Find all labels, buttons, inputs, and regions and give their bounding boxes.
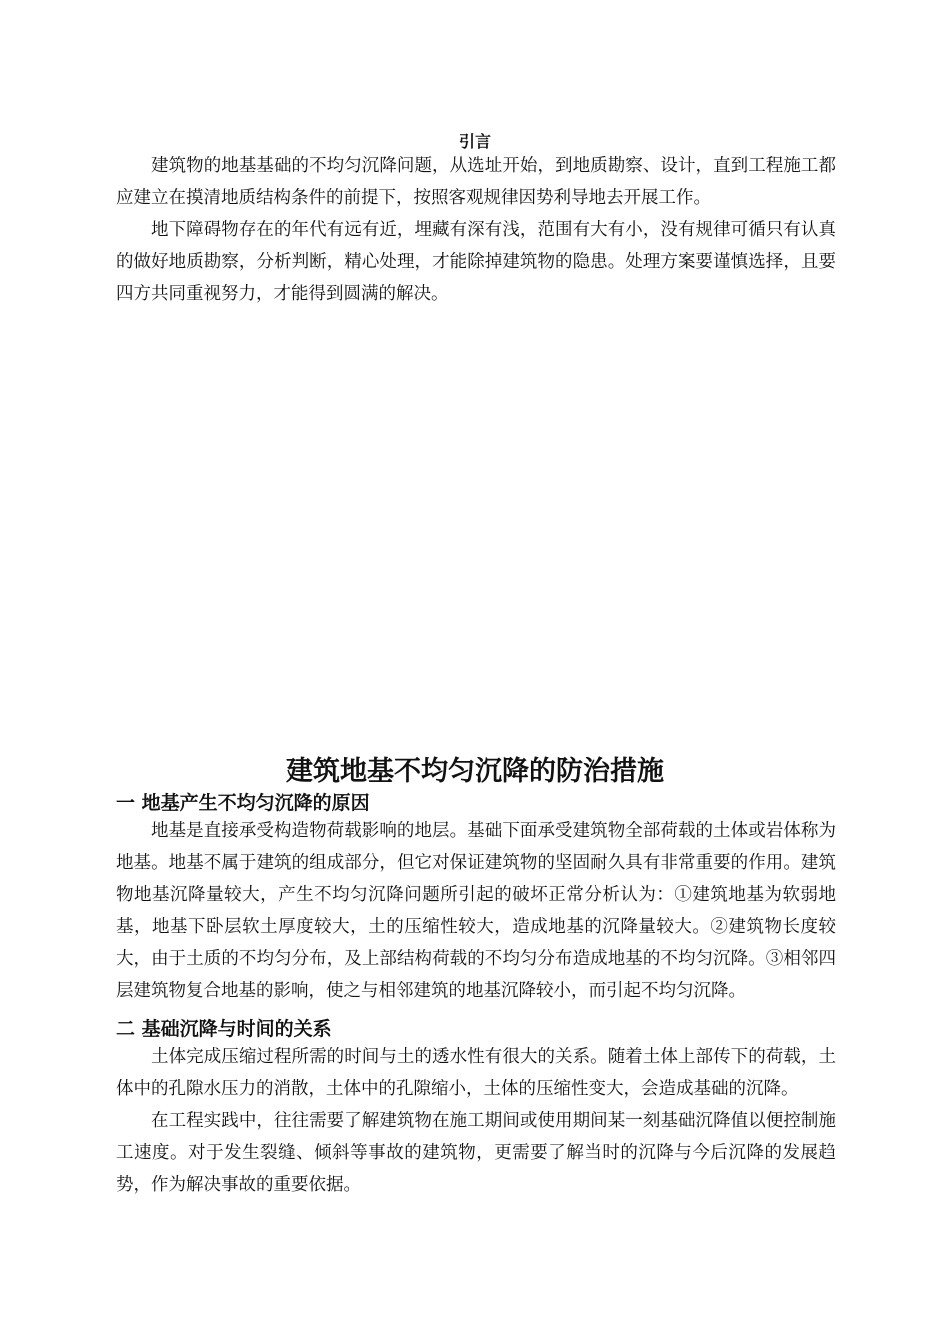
intro-body: [116, 150, 836, 310]
section-paragraph: 在工程实践中，往往需要了解建筑物在施工期间或使用期间某一刻基础沉降值以便控制施工速度。对于发生裂缝、倾斜等事故的建筑物，更需要了解当时的沉降与今后沉降的发展趋势，作为解决事故的重要依据。: [116, 1111, 836, 1195]
article-title: 建筑地基不均匀沉降的防治措施: [286, 756, 664, 787]
section-paragraph: 土体完成压缩过程所需的时间与土的透水性有很大的关系。随着土体上部传下的荷载，土体中的孔隙水压力的消散，土体中的孔隙缩小，土体的压缩性变大，会造成基础的沉降。: [116, 1047, 836, 1099]
section-one-heading: 一 地基产生不均匀沉降的原因: [116, 792, 370, 814]
intro-paragraph: 建筑物的地基基础的不均匀沉降问题，从选址开始，到地质勘察、设计，直到工程施工都应建立在摸清地质结构条件的前提下，按照客观规律因势利导地去开展工作。: [116, 156, 836, 208]
intro-paragraph: 地下障碍物存在的年代有远有近，埋藏有深有浅，范围有大有小，没有规律可循只有认真的做好地质勘察，分析判断，精心处理，才能除掉建筑物的隐患。处理方案要谨慎选择，且要四方共同重视努力，才能得到圆满的解决。: [116, 220, 836, 304]
section-two-body: [116, 1041, 836, 1201]
intro-title: 引言: [458, 132, 491, 151]
section-one-body: [116, 815, 836, 1007]
section-paragraph: 地基是直接承受构造物荷载影响的地层。基础下面承受建筑物全部荷载的土体或岩体称为地基。地基不属于建筑的组成部分，但它对保证建筑物的坚固耐久具有非常重要的作用。建筑物地基沉降量较大，产生不均匀沉降问题所引起的破坏正常分析认为：①建筑地基为软弱地基，地基下卧层软土厚度较大，土的压缩性较大，造成地基的沉降量较大。②建筑物长度较大，由于土质的不均匀分布，及上部结构荷载的不均匀分布造成地基的不均匀沉降。③相邻四层建筑物复合地基的影响，使之与相邻建筑的地基沉降较小，而引起不均匀沉降。: [116, 821, 836, 1001]
section-two-heading: 二 基础沉降与时间的关系: [116, 1018, 332, 1040]
